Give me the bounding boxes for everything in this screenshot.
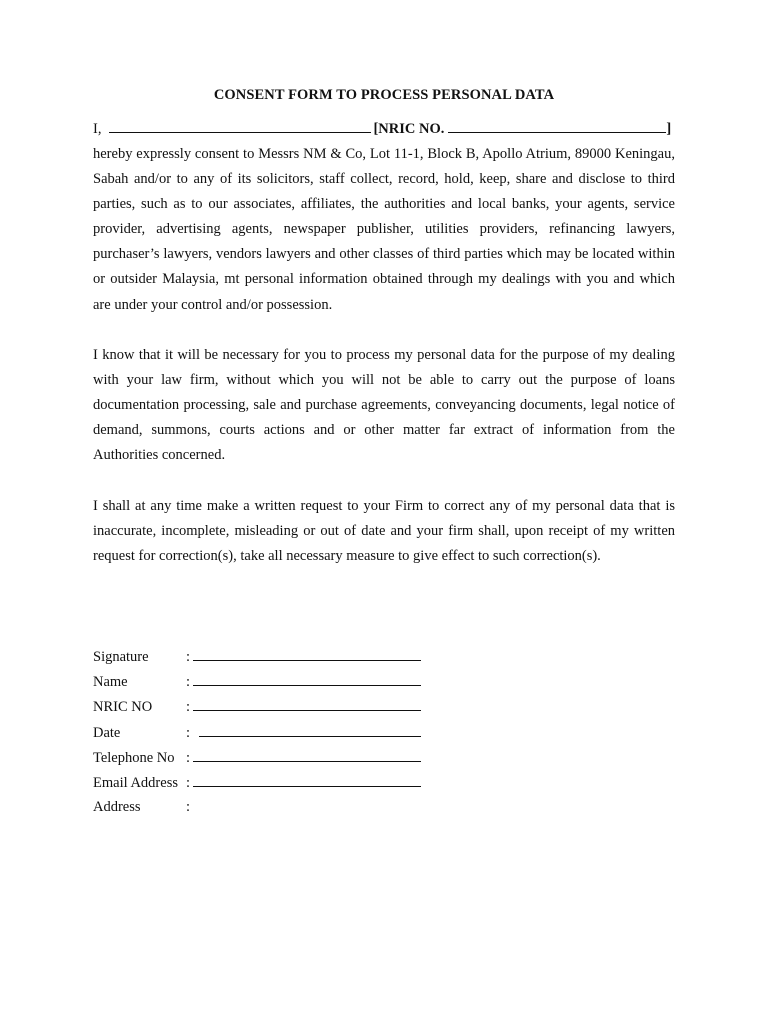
field-colon: : (186, 749, 191, 766)
signature-row (93, 646, 433, 671)
field-label: Email Address (93, 774, 178, 791)
field-label: Address (93, 799, 141, 816)
address-field[interactable] (193, 797, 421, 811)
field-colon: : (186, 799, 191, 816)
name-row (93, 671, 433, 696)
correction-paragraph: I shall at any time make a written request to your Firm to correct any of my personal data that is inaccurate, incomplete, misleading or out of date and your firm shall, upon receipt of my written request for correction(s), take all necessary measure to give effect to such correction(s). (93, 498, 675, 565)
date-row (93, 722, 433, 747)
name-field[interactable] (193, 671, 421, 686)
email-row (93, 772, 433, 797)
nric-row (93, 696, 433, 721)
name-blank[interactable] (109, 119, 371, 133)
field-label: Telephone No (93, 749, 175, 766)
date-field[interactable] (199, 722, 421, 737)
address-row (93, 797, 433, 822)
field-colon: : (186, 699, 191, 716)
email-field[interactable] (193, 772, 421, 787)
signature-field[interactable] (193, 646, 421, 661)
field-colon: : (186, 649, 191, 665)
intro-prefix: I, (93, 121, 102, 137)
nric-field[interactable] (193, 696, 421, 711)
field-colon: : (186, 674, 191, 691)
field-label: NRIC NO (93, 699, 153, 716)
document-title: CONSENT FORM TO PROCESS PERSONAL DATA (213, 87, 555, 103)
consent-name-line (93, 119, 675, 138)
field-label: Name (93, 674, 128, 691)
consent-paragraph: hereby expressly consent to Messrs NM & Co, Lot 11-1, Block B, Apollo Atrium, 89000 Keningau, Sabah and/or to any of its solicitors, staff collect, record, hold, keep, share and disclose to third parties, such as to our associates, affiliates, the authorities and local banks, your agents, service provider, advertising agents, newspaper publisher, utilities providers, refinancing lawyers, purchaser’s lawyers, vendors lawyers and other classes of third parties which may be located within or outsider Malaysia, mt personal information obtained through my dealings with you and which are under your control and/or possession. (93, 146, 675, 313)
nric-label: [NRIC NO. (373, 121, 445, 137)
telephone-field[interactable] (193, 747, 421, 762)
field-colon: : (186, 724, 191, 741)
signature-block (93, 646, 433, 822)
field-colon: : (186, 774, 191, 791)
processing-paragraph: I know that it will be necessary for you to process my personal data for the purpose of my dealing with your law firm, without which you will not be able to carry out the purpose of loans documentation processing, sale and purchase agreements, conveyancing documents, legal notice of demand, summons, courts actions and or other matter far extract of information from the Authorities concerned. (93, 347, 675, 464)
nric-blank[interactable] (448, 119, 666, 133)
nric-close-bracket: ] (666, 121, 672, 137)
telephone-row (93, 747, 433, 772)
field-label: Signature (93, 649, 149, 665)
field-label: Date (93, 724, 121, 741)
